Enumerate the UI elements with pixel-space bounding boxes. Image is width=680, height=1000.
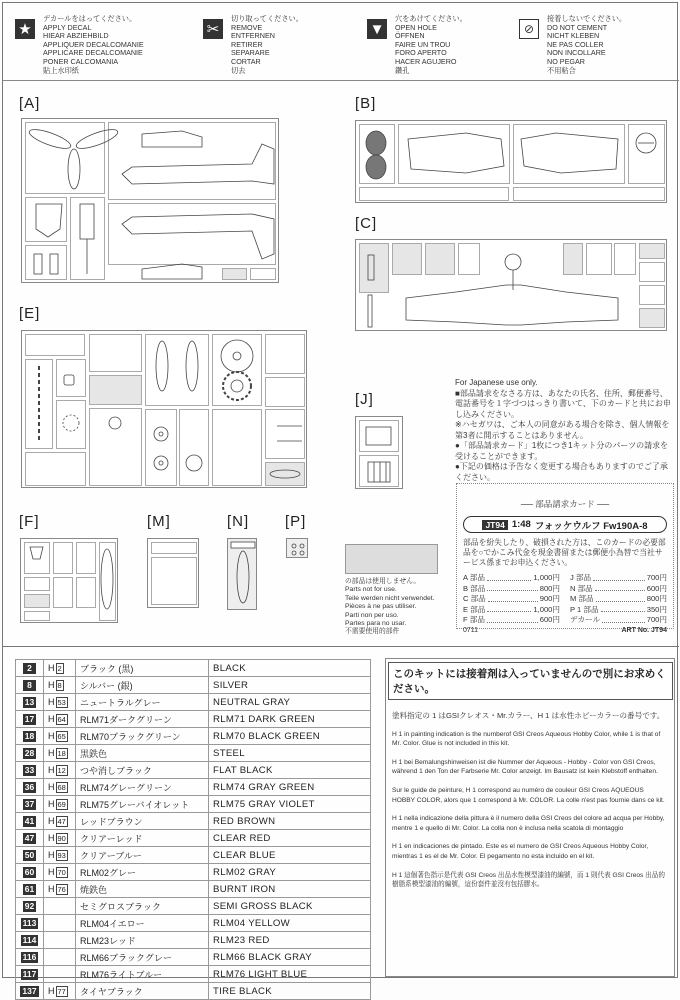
sprue-p — [286, 538, 308, 558]
price-row: P 1 部品 350円 — [570, 604, 667, 614]
symbol-legend — [3, 3, 679, 81]
legend-line: NE PAS COLLER — [547, 39, 604, 49]
color-row — [16, 728, 371, 745]
legend-line: REMOVE — [231, 22, 263, 32]
legend-line: PONER CALCOMANIA — [43, 56, 119, 66]
card-banner — [463, 516, 667, 533]
legend-line: NO PEGAR — [547, 56, 585, 66]
color-name-jp: シルバー (銀) — [76, 677, 209, 694]
hobby-color-number: 68 — [57, 782, 66, 792]
sprue-label-n: [N] — [227, 513, 250, 530]
mr-color-number: 17 — [24, 713, 35, 724]
color-name-en: RED BROWN — [209, 813, 371, 830]
color-row — [16, 660, 371, 677]
color-row — [16, 677, 371, 694]
legend-line: APPLICARE DECALCOMANIE — [43, 48, 143, 58]
color-name-en: RLM04 YELLOW — [209, 915, 371, 932]
color-name-en: TIRE BLACK — [209, 983, 371, 1000]
color-row — [16, 813, 371, 830]
legend-line: 鑽孔 — [395, 65, 410, 75]
note-japanese: 塗料指定の 1 はGSIクレオス・Mr.カラー、H 1 は水性ホビーカラーの番号です。 — [392, 711, 665, 720]
h-prefix: H — [48, 815, 55, 826]
kit-code: JT94 — [482, 520, 507, 530]
sprue-label-f: [F] — [19, 513, 40, 530]
legend-line: デカールをはってください。 — [43, 14, 137, 23]
hobby-color-number: 69 — [57, 799, 66, 809]
mr-color-number: 116 — [22, 951, 37, 962]
color-name-jp: 焼鉄色 — [76, 881, 209, 898]
legend-line: 穴をあけてください。 — [395, 14, 467, 23]
japanese-notes — [455, 378, 675, 483]
hobby-color-number: 77 — [57, 986, 66, 996]
mr-color-number: 50 — [24, 849, 35, 860]
price-row: J 部品 700円 — [570, 573, 667, 582]
drill-icon: ▼ — [367, 19, 387, 39]
sprue-c — [355, 239, 667, 331]
mr-color-number: 47 — [24, 832, 35, 843]
legend-line: FAIRE UN TROU — [395, 39, 451, 49]
mr-color-number: 60 — [24, 866, 35, 877]
color-row — [16, 949, 371, 966]
legend-line: 切去 — [231, 65, 246, 75]
color-name-jp: RLM23レッド — [76, 932, 209, 949]
h-prefix: H — [48, 764, 55, 775]
footer-code: 0711 — [463, 626, 479, 634]
hobby-color-number: 76 — [57, 884, 66, 894]
price-row: デカール 700円 — [570, 615, 667, 624]
legend-line: RETIRER — [231, 39, 263, 49]
sprue-n-drawing — [228, 539, 258, 611]
paint-color-table — [15, 659, 371, 1000]
h-prefix: H — [48, 713, 55, 724]
mr-color-number: 113 — [22, 917, 37, 928]
note-spanish: H 1 en indicaciones de pintado. Este es el numero de GSI Creos Aqueous Hobby Color, mientras 1 es el de Mr. Color. El pegamento no esta incluido en el kit. — [392, 843, 649, 860]
sprue-p-drawing — [287, 539, 309, 559]
hobby-color-number: 53 — [57, 697, 66, 707]
hobby-color-number: 90 — [57, 833, 66, 843]
sprue-label-m: [M] — [147, 513, 171, 530]
legend-open-hole — [367, 15, 467, 75]
instruction-page — [2, 2, 678, 997]
color-row — [16, 711, 371, 728]
sprue-label-p: [P] — [285, 513, 307, 530]
mr-color-number: 2 — [23, 663, 36, 674]
notes-item: ●下記の価格は予告なく変更する場合もありますのでご了承ください。 — [455, 462, 668, 482]
notes-item: ■部品請求をなさる方は、あなたの氏名、住所、郵便番号、電話番号を１字づつはっきり書いて、下のカードと共にお申し込みください。 — [455, 388, 671, 419]
color-name-en: CLEAR BLUE — [209, 847, 371, 864]
sprue-label-e: [E] — [19, 305, 41, 322]
color-name-en: STEEL — [209, 745, 371, 762]
hobby-color-number: 47 — [57, 816, 66, 826]
hobby-color-number: 65 — [57, 731, 66, 741]
color-name-en: BURNT IRON — [209, 881, 371, 898]
color-name-jp: タイヤブラック — [76, 983, 209, 1000]
hobby-color-number: 18 — [57, 748, 66, 758]
color-name-jp: RLM74グレーグリーン — [76, 779, 209, 796]
mr-color-number: 28 — [24, 747, 35, 758]
sprue-c-drawing — [356, 240, 668, 332]
hobby-color-number: 2 — [57, 663, 62, 673]
price-row: N 部品 600円 — [570, 583, 667, 593]
legend-remove — [203, 15, 303, 75]
color-name-en: FLAT BLACK — [209, 762, 371, 779]
h-prefix: H — [48, 849, 55, 860]
sprue-j — [355, 416, 403, 489]
price-row: F 部品 600円 — [463, 615, 560, 624]
legend-line: NON INCOLLARE — [547, 48, 606, 58]
legend-line: 貼上水印紙 — [43, 65, 79, 75]
color-row — [16, 881, 371, 898]
sprue-a-drawing — [22, 119, 280, 284]
color-name-jp: RLM70ブラックグリーン — [76, 728, 209, 745]
color-row — [16, 745, 371, 762]
notes-item: ※ハセガワは、ご本人の同意がある場合を除き、個人情報を第3者に開示することはありません。 — [455, 420, 670, 440]
h-prefix: H — [48, 866, 55, 877]
sprue-label-j: [J] — [355, 391, 374, 408]
legend-line: CORTAR — [231, 56, 261, 66]
h-prefix: H — [48, 730, 55, 741]
mr-color-number: 13 — [24, 696, 35, 707]
legend-line: SEPARARE — [231, 48, 270, 58]
color-name-en: RLM66 BLACK GRAY — [209, 949, 371, 966]
color-row — [16, 694, 371, 711]
legend-line: ENTFERNEN — [231, 31, 275, 41]
sprue-f-drawing — [21, 539, 119, 624]
color-name-jp: 黒鉄色 — [76, 745, 209, 762]
star-icon: ★ — [15, 19, 35, 39]
sprue-b-drawing — [356, 121, 668, 204]
hobby-color-number: 12 — [57, 765, 66, 775]
price-row: A 部品 1,000円 — [463, 573, 560, 582]
color-row — [16, 932, 371, 949]
color-row — [16, 915, 371, 932]
note-french: Sur le guide de peinture, H 1 correspond au numéro de couleur GSI Creos AQUEOUS HOBBY COLOR, alors que 1 correspond à Mr. COLOR. La colle n'est pas fournie dans ce kit. — [392, 786, 665, 804]
color-row — [16, 830, 371, 847]
art-number: ART No. JT94 — [621, 626, 667, 634]
legend-line: OPEN HOLE — [395, 22, 437, 32]
color-name-en: RLM75 GRAY VIOLET — [209, 796, 371, 813]
hobby-color-number: 93 — [57, 850, 66, 860]
color-row — [16, 983, 371, 1000]
unused-parts-swatch — [345, 544, 438, 574]
color-name-jp: つや消しブラック — [76, 762, 209, 779]
color-name-jp: ブラック (黒) — [76, 660, 209, 677]
mr-color-number: 8 — [23, 680, 36, 691]
mr-color-number: 114 — [22, 934, 37, 945]
color-name-jp: RLM71ダークグリーン — [76, 711, 209, 728]
color-row — [16, 864, 371, 881]
color-name-en: RLM71 DARK GREEN — [209, 711, 371, 728]
no-cement-icon: ⊘ — [519, 19, 539, 39]
mr-color-number: 18 — [24, 730, 35, 741]
price-row: M 部品 800円 — [570, 594, 667, 603]
sprue-label-c: [C] — [355, 215, 378, 232]
legend-line: 切り取ってください。 — [231, 14, 303, 23]
h-prefix: H — [48, 696, 55, 707]
hobby-color-number: 70 — [57, 867, 66, 877]
h-prefix: H — [48, 679, 55, 690]
mr-color-number: 61 — [24, 883, 35, 894]
h-prefix: H — [48, 883, 55, 894]
legend-line: HIEAR ABZIEHBILD — [43, 31, 109, 41]
kit-scale: 1:48 — [511, 519, 531, 530]
color-name-en: RLM02 GRAY — [209, 864, 371, 881]
legend-line: 接着しないでください。 — [547, 14, 627, 23]
glue-warning: このキットには接着剤は入っていませんので別にお求めください。 — [388, 662, 673, 700]
h-prefix: H — [48, 781, 55, 792]
sprue-e-drawing — [22, 331, 308, 489]
note-chinese: H 1 這個著色指示是代表 GSI Creos 出品水性模型漆油的編號，而 1 則代表 GSI Creos 出品的樹脂系模型漆油的編號，這份套件並沒有包括膠水。 — [392, 871, 665, 889]
legend-line: FORO APERTO — [395, 48, 447, 58]
color-name-jp: RLM66ブラックグレー — [76, 949, 209, 966]
mr-color-number: 36 — [24, 781, 35, 792]
h-prefix: H — [48, 747, 55, 758]
notes-item: ●「部品請求カード」1枚につき1キット分のパーツの請求を受けることができます。 — [455, 441, 669, 461]
sprue-b — [355, 120, 667, 203]
sprue-n — [227, 538, 257, 610]
color-name-en: BLACK — [209, 660, 371, 677]
color-name-jp: RLM02グレー — [76, 864, 209, 881]
paint-notes-panel — [385, 658, 675, 977]
h-prefix: H — [48, 798, 55, 809]
sprue-label-b: [B] — [355, 95, 377, 112]
hobby-color-number: 64 — [57, 714, 66, 724]
legend-line: ÖFFNEN — [395, 31, 425, 41]
color-name-en: RLM70 BLACK GREEN — [209, 728, 371, 745]
color-name-jp: セミグロスブラック — [76, 898, 209, 915]
cut-icon: ✂ — [203, 19, 223, 39]
unused-parts-note: の部品は使用しません。 Parts not for use. Teile werden nicht verwendet. Pièces à ne pas utiliser. Parti non per uso. Partes para no usar. 不需要使用的部件 — [345, 578, 435, 636]
legend-line: NICHT KLEBEN — [547, 31, 600, 41]
price-list — [463, 573, 667, 626]
color-row — [16, 762, 371, 779]
legend-do-not-cement — [519, 15, 626, 75]
color-row — [16, 796, 371, 813]
color-name-en: RLM23 RED — [209, 932, 371, 949]
color-row — [16, 779, 371, 796]
mr-color-number: 33 — [24, 764, 35, 775]
price-row: C 部品 900円 — [463, 594, 560, 603]
card-title: ── 部品請求カード ── — [520, 499, 610, 509]
sprue-e — [21, 330, 307, 488]
color-name-en: RLM74 GRAY GREEN — [209, 779, 371, 796]
sprue-a — [21, 118, 279, 283]
color-name-en: SEMI GROSS BLACK — [209, 898, 371, 915]
legend-line: DO NOT CEMENT — [547, 22, 608, 32]
h-prefix: H — [48, 662, 55, 673]
color-row — [16, 898, 371, 915]
color-name-jp: クリアーブルー — [76, 847, 209, 864]
mr-color-number: 41 — [24, 815, 35, 826]
color-name-en: RLM76 LIGHT BLUE — [209, 966, 371, 983]
legend-line: HACER AGUJERO — [395, 56, 457, 66]
mr-color-number: 37 — [24, 798, 35, 809]
card-text: 部品を紛失したり、破損された方は、このカードの必要部品を○でかこみ代金を現金書留または郵便小為替で当社サービス係までお申込ください。 — [463, 538, 666, 567]
color-row — [16, 847, 371, 864]
color-name-jp: クリアーレッド — [76, 830, 209, 847]
sprue-m-cell — [151, 542, 197, 554]
kit-name: フォッケウルフ Fw190A-8 — [534, 520, 648, 532]
legend-line: 不用粘合 — [547, 65, 576, 75]
note-italian: H 1 nella indicazione della pittura è il numero della GSI Creos del colore ad acqua per Hobby, mentre 1 e quello di Mr. Color. La colla non è inclusa nella scatola di montaggio — [392, 815, 665, 832]
note-german: H 1 bei Bemalungshinweisen ist die Nummer der Aqueous - Hobby - Color von GSI Creos, während 1 den Ton der Farbserie Mr. Color anzeigt. Im Bausatz ist kein Klebstoff enthalten. — [392, 758, 658, 776]
price-row: B 部品 800円 — [463, 583, 560, 593]
sprue-j-drawing — [356, 417, 404, 490]
price-row: E 部品 1,000円 — [463, 604, 560, 614]
h-prefix: H — [48, 985, 55, 996]
legend-line: APPLIQUER DECALCOMANIE — [43, 39, 144, 49]
legend-line: APPLY DECAL — [43, 22, 92, 32]
color-name-jp: レッドブラウン — [76, 813, 209, 830]
mr-color-number: 137 — [22, 985, 37, 996]
legend-apply-decal — [15, 15, 144, 75]
part-m-1-3 — [151, 557, 197, 605]
color-name-en: SILVER — [209, 677, 371, 694]
sprue-label-a: [A] — [19, 95, 41, 112]
sprue-m — [147, 538, 199, 608]
color-name-jp: RLM04イエロー — [76, 915, 209, 932]
hobby-color-number: 8 — [57, 680, 62, 690]
h-prefix: H — [48, 832, 55, 843]
sprue-f — [20, 538, 118, 623]
color-name-en: CLEAR RED — [209, 830, 371, 847]
notes-heading: For Japanese use only. — [455, 378, 538, 387]
mr-color-number: 117 — [22, 968, 37, 979]
color-name-jp: RLM75グレーバイオレット — [76, 796, 209, 813]
section-divider — [3, 646, 679, 647]
parts-request-card[interactable] — [456, 483, 674, 634]
mr-color-number: 92 — [24, 900, 35, 911]
color-name-en: NEUTRAL GRAY — [209, 694, 371, 711]
card-footer — [463, 627, 667, 634]
color-name-jp: RLM76ライトブルー — [76, 966, 209, 983]
note-english: H 1 in painting indication is the numberof GSI Creos Aqueous Hobby Color, while 1 is that of Mr. Color. Glue is not included in this kit. — [392, 730, 661, 748]
color-name-jp: ニュートラルグレー — [76, 694, 209, 711]
